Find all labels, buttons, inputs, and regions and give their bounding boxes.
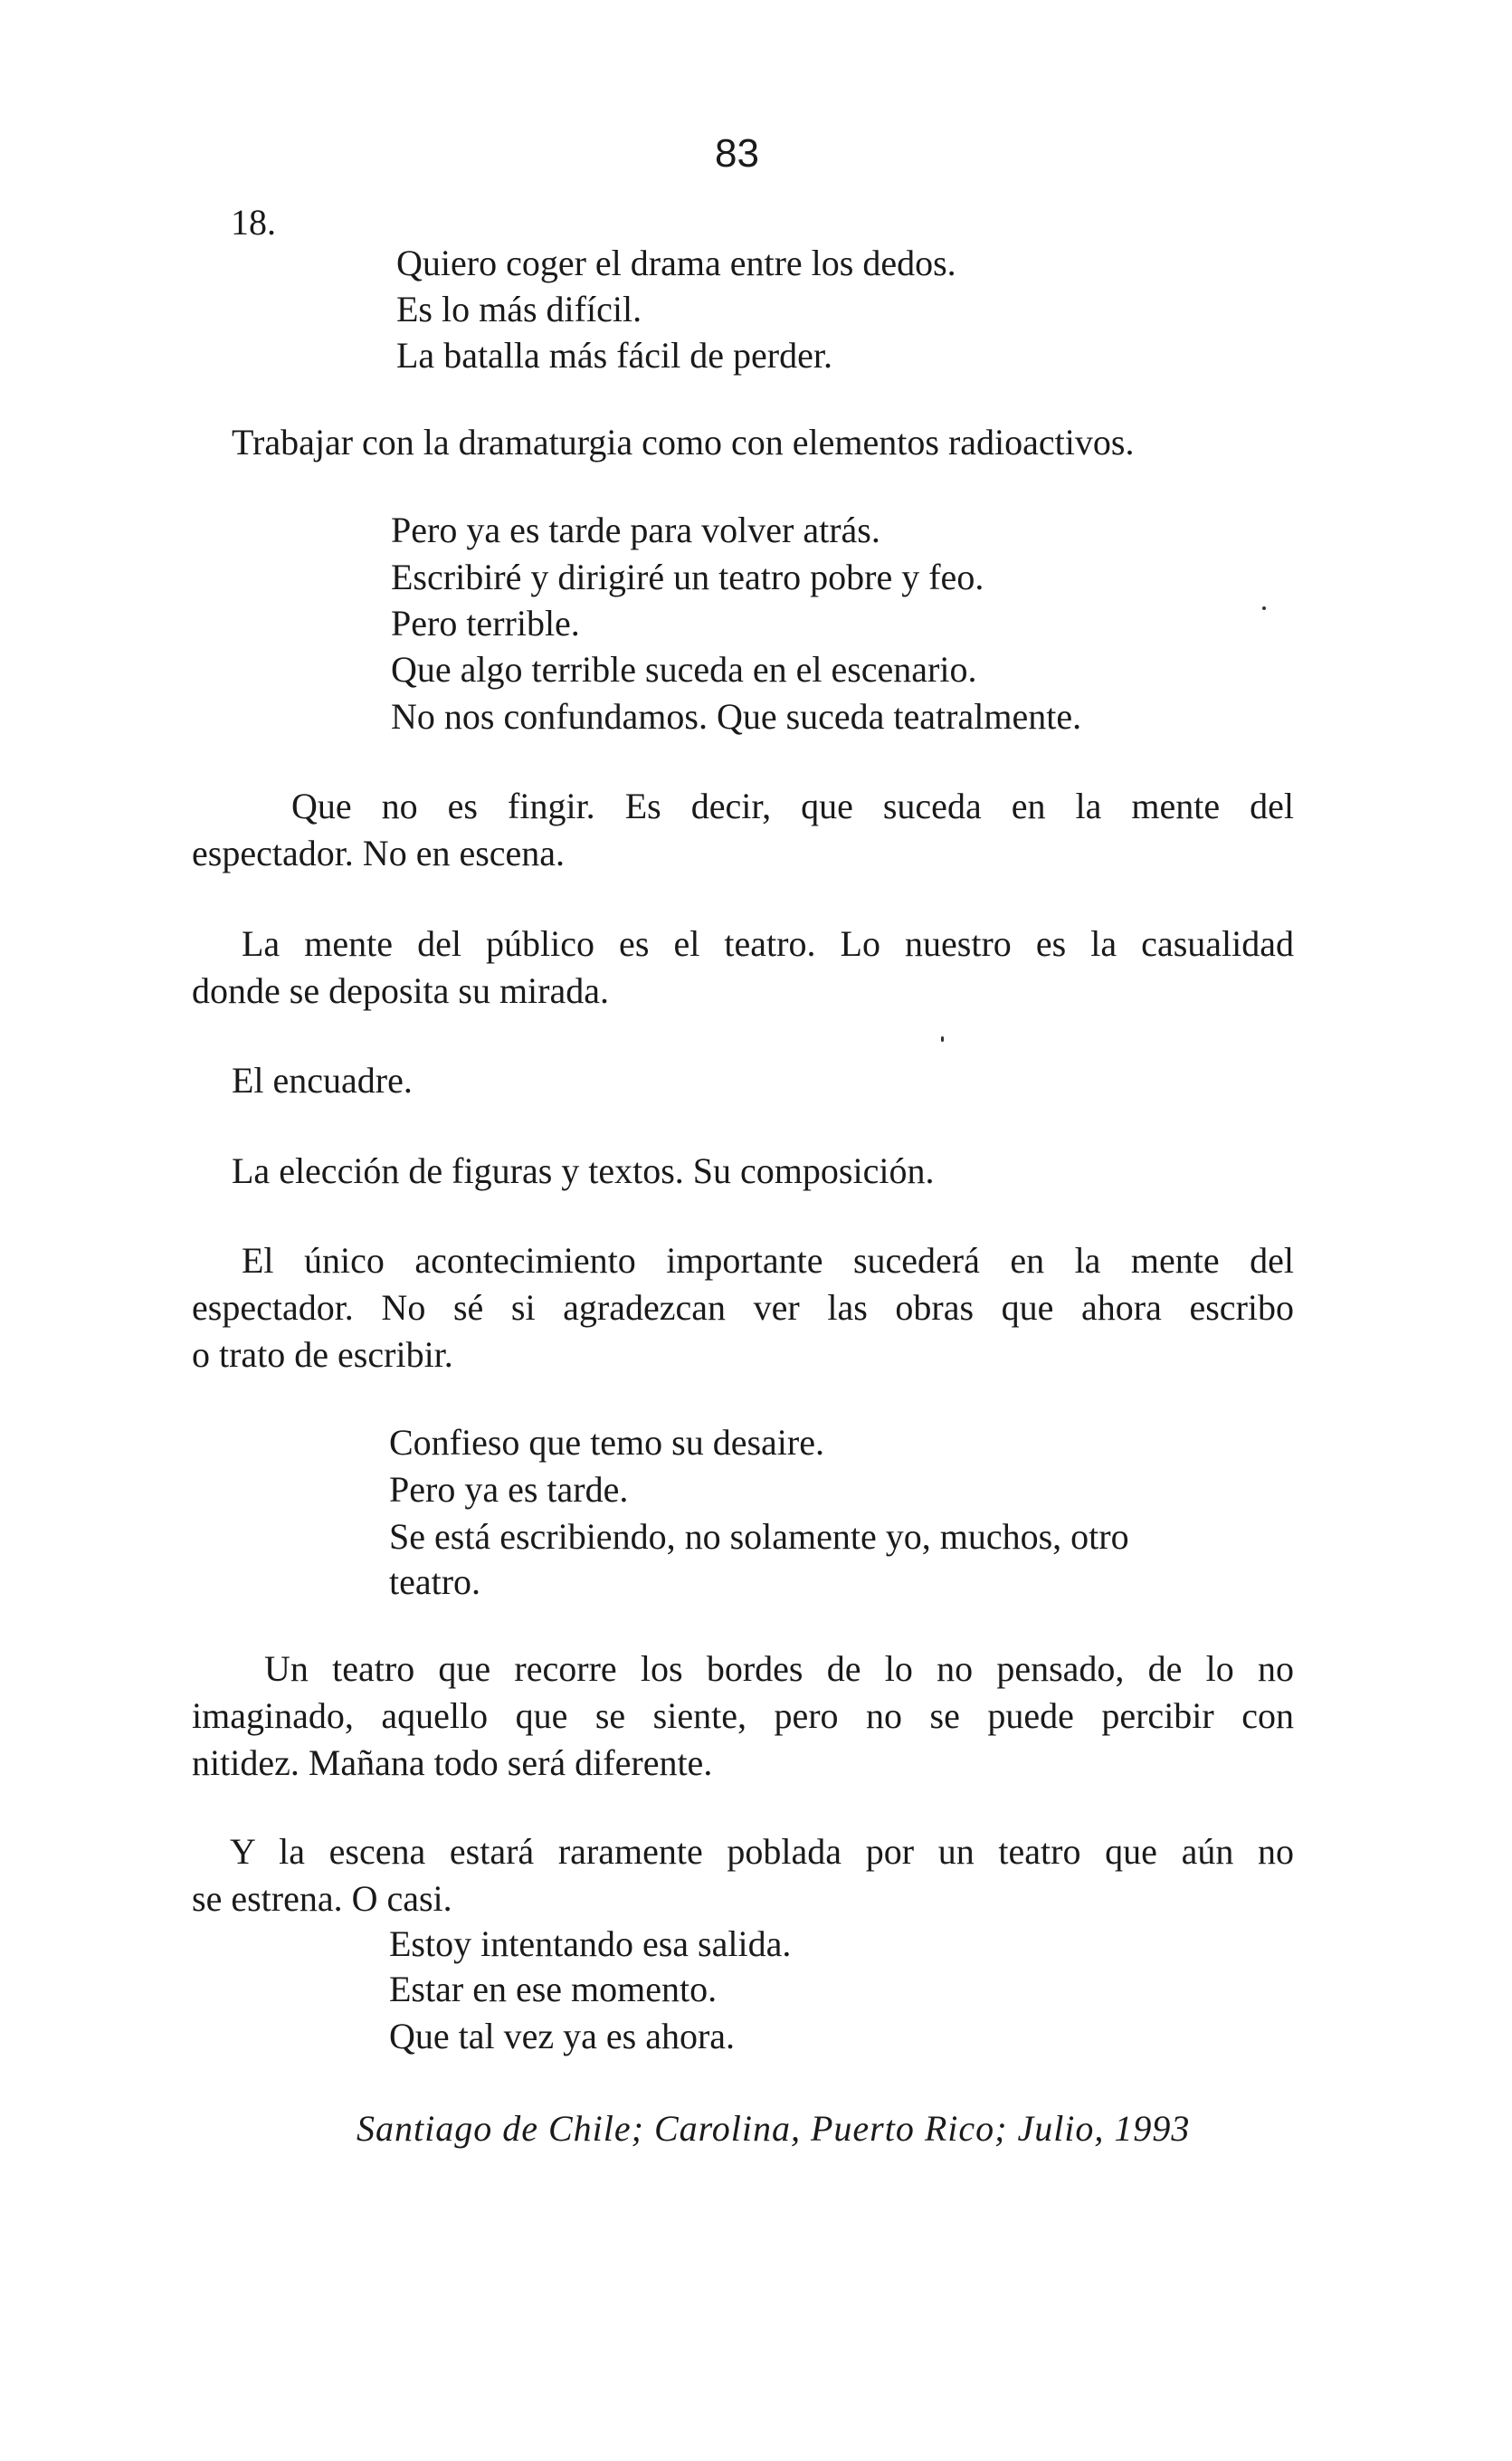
paragraph-line: Y la escena estará raramente poblada por un teatro que aún no [230, 1831, 1294, 1872]
verse-line: Quiero coger el drama entre los dedos. [396, 243, 956, 283]
place-date-signature: Santiago de Chile; Carolina, Puerto Rico; Julio, 1993 [357, 2108, 1191, 2149]
paragraph-line: nitidez. Mañana todo será diferente. [192, 1742, 713, 1783]
paragraph-trabajar: Trabajar con la dramaturgia como con elementos radioactivos. [232, 422, 1135, 463]
paragraph-line: La mente del público es el teatro. Lo nuestro es la casualidad [242, 923, 1294, 964]
paragraph-unico [192, 1237, 1294, 1378]
verse-line: Escribiré y dirigiré un teatro pobre y feo. [391, 557, 984, 597]
verse-line: Que tal vez ya es ahora. [389, 2016, 736, 2056]
section-number: 18. [231, 202, 276, 243]
verse-line: Pero ya es tarde. [389, 1469, 629, 1510]
paragraph-fingir [192, 783, 1294, 877]
paragraph-line: espectador. No sé si agradezcan ver las obras que ahora escribo [192, 1287, 1294, 1328]
print-speck [1262, 606, 1266, 610]
verse-line: Pero terrible. [391, 603, 580, 644]
paragraph-line: Que no es fingir. Es decir, que suceda en la mente del [291, 786, 1294, 826]
paragraph-mente [192, 920, 1294, 1015]
page-number: 83 [715, 131, 759, 176]
paragraph-line: imaginado, aquello que se siente, pero no se puede percibir con [192, 1695, 1294, 1736]
verse-line: Se está escribiendo, no solamente yo, muchos, otro [389, 1516, 1129, 1557]
verse-line: No nos confundamos. Que suceda teatralmente. [391, 696, 1082, 737]
verse-line: La batalla más fácil de perder. [396, 335, 832, 376]
paragraph-teatro [192, 1645, 1294, 1787]
print-speck [941, 1036, 944, 1042]
verse-line: Estoy intentando esa salida. [389, 1923, 792, 1964]
verse-line: Que algo terrible suceda en el escenario. [391, 649, 977, 690]
paragraph-eleccion: La elección de figuras y textos. Su composición. [232, 1150, 935, 1191]
verse-line: Estar en ese momento. [389, 1969, 718, 2009]
paragraph-line: donde se deposita su mirada. [192, 970, 609, 1011]
paragraph-line: El único acontecimiento importante sucederá en la mente del [242, 1240, 1294, 1281]
paragraph-escena [192, 1828, 1294, 1922]
paragraph-line: Un teatro que recorre los bordes de lo no pensado, de lo no [264, 1648, 1294, 1689]
paragraph-line: o trato de escribir. [192, 1334, 453, 1375]
verse-line: Es lo más difícil. [396, 289, 642, 329]
verse-line: Pero ya es tarde para volver atrás. [391, 510, 880, 550]
paragraph-line: se estrena. O casi. [192, 1878, 452, 1919]
paragraph-encuadre: El encuadre. [232, 1060, 413, 1101]
paragraph-line: espectador. No en escena. [192, 833, 566, 873]
verse-line: teatro. [389, 1561, 481, 1602]
verse-line: Confieso que temo su desaire. [389, 1422, 824, 1463]
